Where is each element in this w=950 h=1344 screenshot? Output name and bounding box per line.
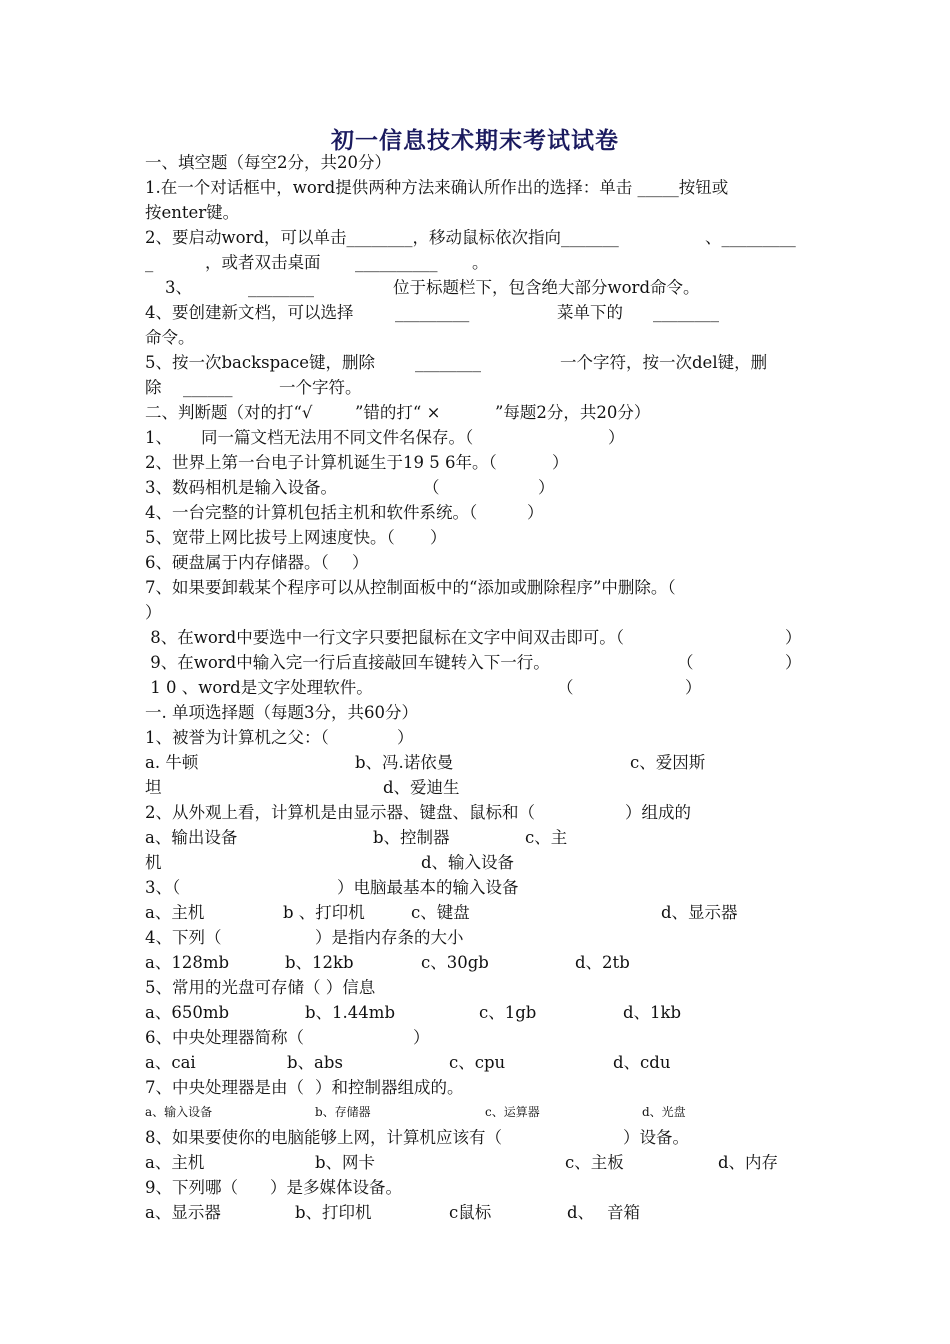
text-segment: d、cdu [613, 1053, 671, 1072]
text-segment: c、键盘 [411, 903, 470, 922]
text-segment: 8、如果要使你的电脑能够上网，计算机应该有（ [145, 1128, 502, 1147]
text-segment: （ [423, 478, 440, 497]
text-line [145, 225, 815, 250]
text-segment: ） [608, 428, 625, 447]
text-segment: a、主机 [145, 1153, 205, 1172]
text-segment: b 、打印机 [283, 903, 365, 922]
text-segment: b、打印机 [295, 1203, 372, 1222]
text-segment: 坦 [145, 778, 162, 797]
text-line [145, 625, 815, 650]
text-segment: 菜单下的 [557, 303, 623, 322]
text-segment: d、内存 [718, 1153, 779, 1172]
text-line [145, 1100, 815, 1125]
text-segment: 按enter键。 [145, 203, 240, 222]
text-line [145, 1150, 815, 1175]
text-segment: 5、按一次backspace键，删除 [145, 353, 376, 372]
text-line [145, 325, 815, 350]
text-segment: ）是指内存条的大小 [315, 928, 464, 947]
text-segment: 音箱 [607, 1203, 640, 1222]
text-segment: 5、宽带上网比拔号上网速度快。（ [145, 528, 395, 547]
text-line [145, 1200, 815, 1225]
text-segment: ________ [248, 278, 314, 297]
text-segment: ，或者双击桌面 [205, 253, 321, 272]
text-segment: 6、硬盘属于内存储器。（ [145, 553, 329, 572]
text-segment: ） [145, 603, 162, 622]
text-segment: b、冯.诺依曼 [355, 753, 454, 772]
text-segment: ________ [415, 353, 481, 372]
text-segment: a、输入设备 [145, 1105, 213, 1119]
text-line [145, 275, 815, 300]
text-segment: ”错的打“ × [355, 403, 441, 422]
text-line [145, 400, 815, 425]
text-line [145, 475, 815, 500]
text-segment: ）和控制器组成的。 [315, 1078, 464, 1097]
text-line [145, 725, 815, 750]
text-line [145, 825, 815, 850]
text-segment: a、输出设备 [145, 828, 238, 847]
text-segment: 位于标题栏下，包含绝大部分word命令。 [393, 278, 700, 297]
text-line [145, 250, 815, 275]
text-line [145, 1025, 815, 1050]
text-line [145, 950, 815, 975]
text-line [145, 975, 815, 1000]
text-line [145, 650, 815, 675]
text-segment: b、12kb [285, 953, 354, 972]
text-segment: 8、在word中要选中一行文字只要把鼠标在文字中间双击即可。（ [145, 628, 624, 647]
text-segment: c、运算器 [485, 1105, 540, 1119]
text-segment: b、abs [287, 1053, 343, 1072]
text-segment: 命令。 [145, 328, 195, 347]
text-line [145, 750, 815, 775]
text-segment: ） [785, 653, 802, 672]
text-segment: b、1.44mb [305, 1003, 396, 1022]
text-line [145, 1000, 815, 1025]
text-line [145, 375, 815, 400]
text-line [145, 500, 815, 525]
text-segment: d、2tb [575, 953, 630, 972]
text-line [145, 875, 815, 900]
text-line [145, 200, 815, 225]
text-segment: 4、一台完整的计算机包括主机和软件系统。（ [145, 503, 478, 522]
text-segment: 2、世界上第一台电子计算机诞生于19 5 6年。（ [145, 453, 497, 472]
text-segment: d、 [567, 1203, 595, 1222]
text-line [145, 425, 815, 450]
text-segment: （ [677, 653, 694, 672]
text-segment: __________ [355, 253, 438, 272]
text-segment: b、存储器 [315, 1105, 371, 1119]
text-segment: 一、填空题（每空2分，共20分） [145, 153, 391, 172]
text-line [145, 300, 815, 325]
text-segment: _________ [395, 303, 470, 322]
text-segment: ）组成的 [625, 803, 691, 822]
text-line [145, 1050, 815, 1075]
text-line [145, 1175, 815, 1200]
text-segment: c、主 [525, 828, 568, 847]
text-segment: 9、在word中输入完一行后直接敲回车键转入下一行。 [145, 653, 550, 672]
text-segment: c、爱因斯 [630, 753, 706, 772]
text-segment: 3、 [165, 278, 192, 297]
text-segment: d、1kb [623, 1003, 682, 1022]
text-line [145, 575, 815, 600]
text-line [145, 1125, 815, 1150]
text-segment: 1、 [145, 428, 172, 447]
text-line [145, 600, 815, 625]
text-segment: a、650mb [145, 1003, 230, 1022]
text-segment: a、cai [145, 1053, 196, 1072]
text-segment: ”每题2分，共20分） [495, 403, 651, 422]
text-segment: ________ [653, 303, 719, 322]
text-segment: d、输入设备 [421, 853, 515, 872]
text-segment: b、控制器 [373, 828, 450, 847]
text-segment: 2、从外观上看，计算机是由显示器、键盘、鼠标和（ [145, 803, 535, 822]
text-segment: c、30gb [421, 953, 489, 972]
text-segment: _ [145, 253, 154, 272]
text-segment: 4、要创建新文档，可以选择 [145, 303, 354, 322]
text-line [145, 700, 815, 725]
text-segment: 1 0 、word是文字处理软件。 [145, 678, 373, 697]
text-segment: 3、数码相机是输入设备。 [145, 478, 337, 497]
text-segment: d、显示器 [661, 903, 738, 922]
text-line [145, 175, 815, 200]
text-segment: ______ [183, 378, 233, 397]
text-line [145, 550, 815, 575]
text-segment: c鼠标 [449, 1203, 492, 1222]
text-segment: 一个字符。 [279, 378, 362, 397]
text-segment: 除 [145, 378, 162, 397]
text-line [145, 150, 815, 175]
text-line [145, 450, 815, 475]
text-segment: ）是多媒体设备。 [270, 1178, 402, 1197]
text-segment: ） [685, 678, 702, 697]
text-segment: （ [557, 678, 574, 697]
text-segment: 。 [472, 253, 489, 272]
text-segment: 4、下列（ [145, 928, 222, 947]
page-title: 初一信息技术期末考试试卷 [331, 127, 619, 154]
text-segment: 、_________ [705, 228, 796, 247]
text-segment: a、128mb [145, 953, 230, 972]
text-segment: ）设备。 [623, 1128, 689, 1147]
text-segment: 1.在一个对话框中，word提供两种方法来确认所作出的选择：单击 _____按钮或 [145, 178, 729, 197]
text-line [145, 1075, 815, 1100]
text-segment: 7、中央处理器是由（ [145, 1078, 304, 1097]
text-line [145, 850, 815, 875]
text-segment: 一个字符，按一次del键，删 [560, 353, 768, 372]
text-segment: 一. 单项选择题（每题3分，共60分） [145, 703, 418, 722]
text-segment: b、网卡 [315, 1153, 376, 1172]
text-segment: ）电脑最基本的输入设备 [337, 878, 519, 897]
text-segment: 9、下列哪（ [145, 1178, 238, 1197]
text-line [145, 800, 815, 825]
text-segment: c、1gb [479, 1003, 537, 1022]
text-segment: ） [552, 453, 569, 472]
text-segment: 同一篇文档无法用不同文件名保存。（ [201, 428, 474, 447]
text-segment: 5、常用的光盘可存储（ ）信息 [145, 978, 376, 997]
text-segment: ） [527, 503, 544, 522]
text-segment: 3、（ [145, 878, 181, 897]
text-segment: 2、要启动word，可以单击________，移动鼠标依次指向_______ [145, 228, 619, 247]
text-line [145, 925, 815, 950]
text-line [145, 900, 815, 925]
text-segment: 6、中央处理器简称（ [145, 1028, 304, 1047]
text-line [145, 775, 815, 800]
text-segment: 二、判断题（对的打“√ [145, 403, 313, 422]
text-segment: ） [352, 553, 369, 572]
text-line [145, 675, 815, 700]
text-segment: 1、被誉为计算机之父：（ [145, 728, 329, 747]
text-segment: 7、如果要卸载某个程序可以从控制面板中的“添加或删除程序”中删除。（ [145, 578, 676, 597]
text-segment: ） [538, 478, 555, 497]
text-segment: c、cpu [449, 1053, 506, 1072]
text-segment: d、光盘 [642, 1105, 686, 1119]
text-segment: a. 牛顿 [145, 753, 199, 772]
text-segment: ） [413, 1028, 430, 1047]
text-segment: c、主板 [565, 1153, 624, 1172]
text-segment: ） [430, 528, 447, 547]
text-segment: a、主机 [145, 903, 205, 922]
text-segment: 机 [145, 853, 162, 872]
text-segment: a、显示器 [145, 1203, 221, 1222]
text-line [145, 525, 815, 550]
text-segment: ） [785, 628, 802, 647]
text-line [145, 350, 815, 375]
text-segment: ） [397, 728, 414, 747]
text-segment: d、爱迪生 [383, 778, 460, 797]
